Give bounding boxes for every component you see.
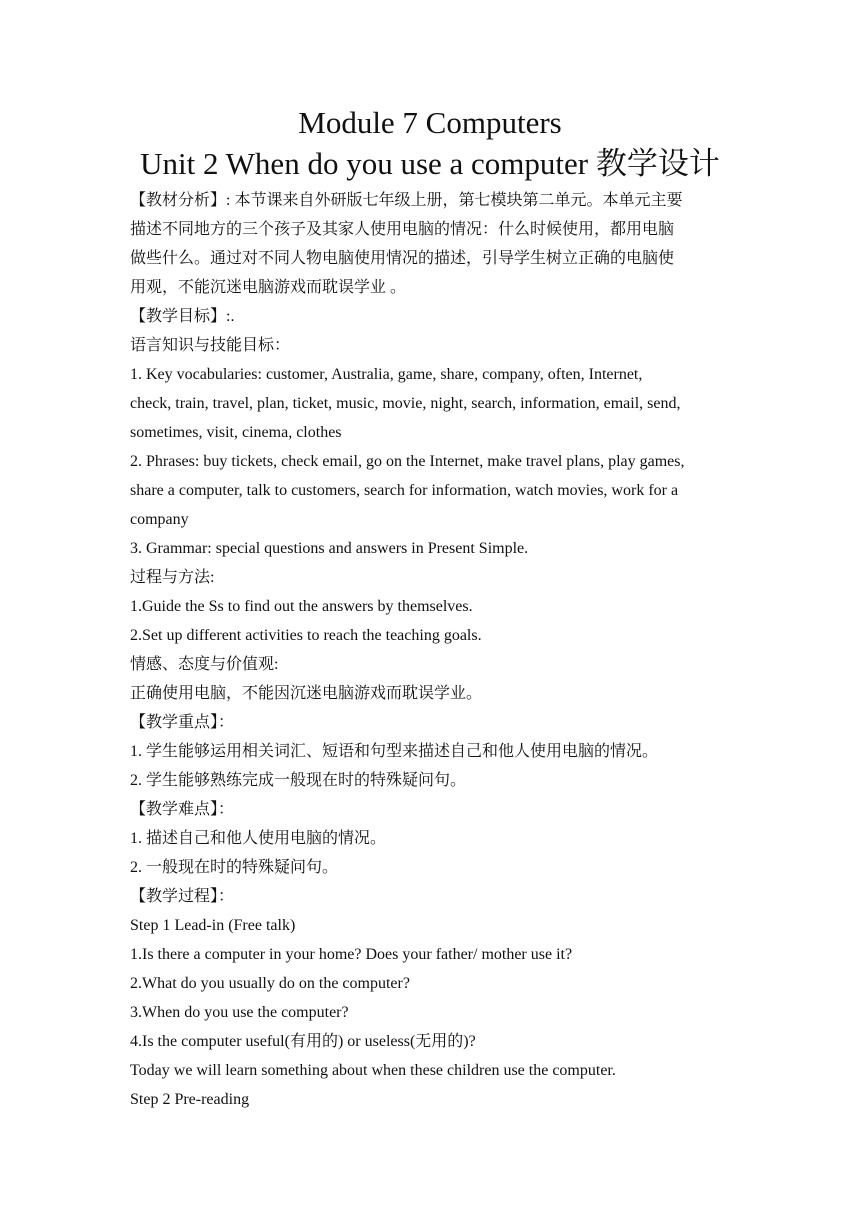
section-heading-difficulties: 【教学难点】： [130,801,235,818]
document-subtitle: Unit 2 When do you use a computer 教学设计 [140,146,720,181]
body-line: 2. 一般现在时的特殊疑问句。 [130,859,339,876]
document-body [130,186,740,1114]
body-line: 2. 学生能够熟练完成一般现在时的特殊疑问句。 [130,772,467,789]
body-line: check, train, travel, plan, ticket, music, movie, night, search, information, email, send, [130,395,681,412]
body-line: 用观，不能沉迷电脑游戏而耽误学业 。 [130,279,407,296]
body-line: 正确使用电脑，不能因沉迷电脑游戏而耽误学业。 [130,685,483,702]
body-line: 【教材分析】: 本节课来自外研版七年级上册，第七模块第二单元。本单元主要 [130,192,683,209]
body-line: 描述不同地方的三个孩子及其家人使用电脑的情况：什么时候使用，都用电脑 [130,221,675,238]
body-line: 过程与方法: [130,569,215,586]
body-line: 4.Is the computer useful(有用的) or useless(无用的)? [130,1033,476,1050]
body-line: sometimes, visit, cinema, clothes [130,424,342,441]
body-line: 2.Set up different activities to reach the teaching goals. [130,627,482,644]
title-block [0,103,860,185]
document-title: Module 7 Computers [298,105,562,140]
body-line: share a computer, talk to customers, search for information, watch movies, work for a [130,482,679,499]
body-line: 1.Is there a computer in your home? Does your father/ mother use it? [130,946,573,963]
body-line: Today we will learn something about when these children use the computer. [130,1062,616,1079]
body-line: 3. Grammar: special questions and answers in Present Simple. [130,540,529,557]
body-line: 3.When do you use the computer? [130,1004,349,1021]
body-line: Step 1 Lead-in (Free talk) [130,917,296,934]
body-line: 2. Phrases: buy tickets, check email, go on the Internet, make travel plans, play games, [130,453,685,470]
body-line: 做些什么。通过对不同人物电脑使用情况的描述，引导学生树立正确的电脑使 [130,250,675,267]
body-line: 1.Guide the Ss to find out the answers by themselves. [130,598,473,615]
body-line: 语言知识与技能目标： [130,337,291,354]
body-line: 1. Key vocabularies: customer, Australia, game, share, company, often, Internet, [130,366,643,383]
section-heading-process: 【教学过程】： [130,888,235,905]
section-heading-key-points: 【教学重点】： [130,714,235,731]
body-line: 1. 描述自己和他人使用电脑的情况。 [130,830,387,847]
body-line: 2.What do you usually do on the computer? [130,975,410,992]
body-line: 情感、态度与价值观: [130,656,279,673]
section-heading-objectives: 【教学目标】:. [130,308,235,325]
body-line: Step 2 Pre-reading [130,1091,250,1108]
body-line: company [130,511,189,528]
body-line: 1. 学生能够运用相关词汇、短语和句型来描述自己和他人使用电脑的情况。 [130,743,659,760]
